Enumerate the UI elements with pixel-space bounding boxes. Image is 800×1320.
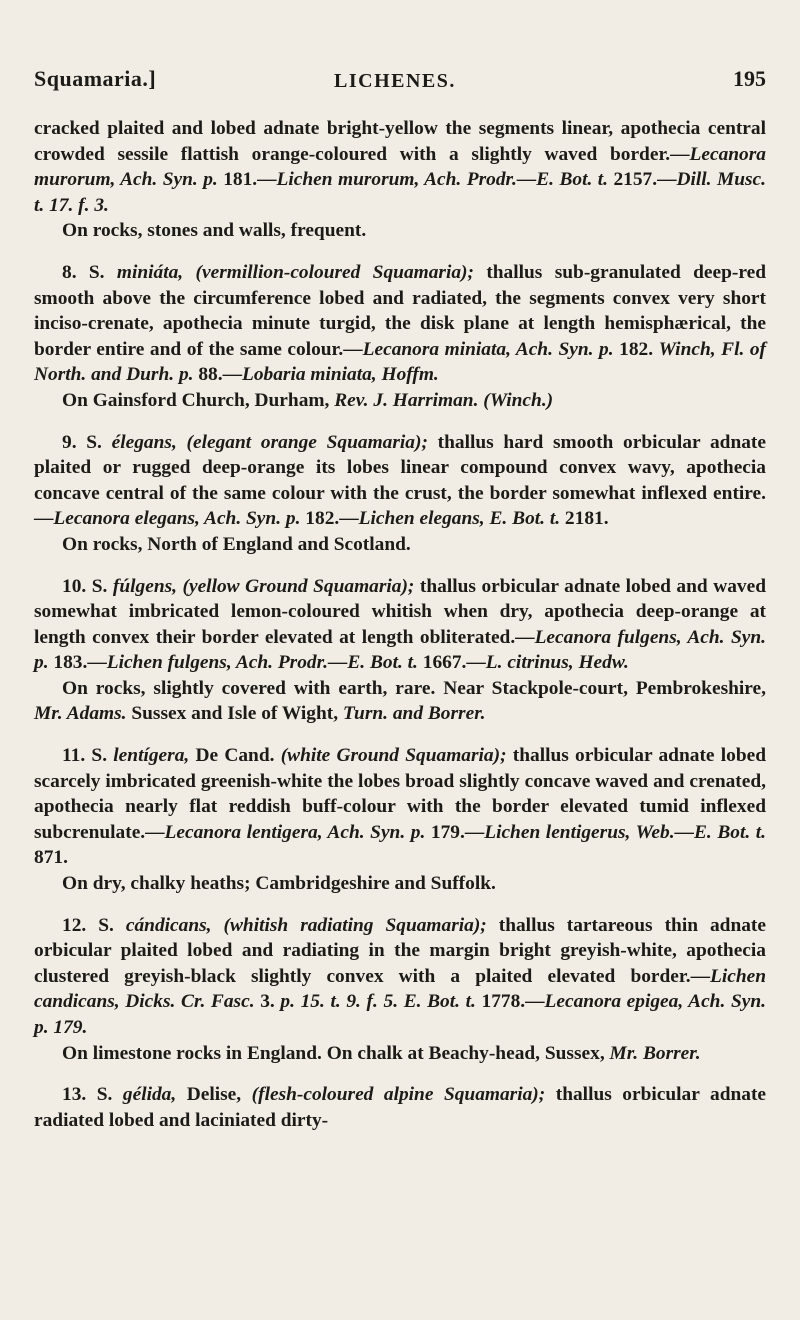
species-entry <box>34 430 766 558</box>
habitat-paragraph: On rocks, slightly covered with earth, rare. Near Stackpole-court, Pembrokeshire, Mr. Adams. Sussex and Isle of Wight, Turn. and Borrer. <box>34 677 766 725</box>
description-paragraph: 9. S. élegans, (elegant orange Squamaria); thallus hard smooth orbicular adnate plaited or rugged deep-orange its lobes linear compound convex wavy, apothecia concave central of the same colour with the crust, the border somewhat inflexed entire.—Lecanora elegans, Ach. Syn. p. 182.—Lichen elegans, E. Bot. t. 2181. <box>34 431 766 530</box>
species-entry <box>34 574 766 728</box>
habitat-paragraph: On dry, chalky heaths; Cambridgeshire and Suffolk. <box>62 873 496 895</box>
running-header <box>34 46 766 92</box>
habitat-paragraph: On Gainsford Church, Durham, Rev. J. Harriman. (Winch.) <box>62 389 554 411</box>
species-entry <box>34 743 766 897</box>
habitat-paragraph: On limestone rocks in England. On chalk at Beachy-head, Sussex, Mr. Borrer. <box>62 1042 701 1064</box>
description-paragraph: 12. S. cándicans, (whitish radiating Squamaria); thallus tartareous thin adnate orbicular plaited lobed and radiating in the margin bright greyish-white, apothecia clustered greyish-black slightly convex with a plaited elevated border.—Lichen candicans, Dicks. Cr. Fasc. 3. p. 15. t. 9. f. 5. E. Bot. t. 1778.—Lecanora epigea, Ach. Syn. p. 179. <box>34 914 767 1038</box>
habitat-paragraph: On rocks, North of England and Scotland. <box>62 533 411 555</box>
description-paragraph: 13. S. gélida, Delise, (flesh-coloured alpine Squamaria); thallus orbicular adnate radiated lobed and laciniated dirty- <box>34 1084 767 1131</box>
section-title: Squamaria.] <box>34 66 157 91</box>
description-paragraph: cracked plaited and lobed adnate bright-yellow the segments linear, apothecia central crowded sessile flattish orange-coloured with a slightly waved border.—Lecanora murorum, Ach. Syn. p. 181.—Lichen murorum, Ach. Prodr.—E. Bot. t. 2157.—Dill. Musc. t. 17. f. 3. <box>34 118 766 216</box>
species-entry <box>34 913 766 1067</box>
description-paragraph: 11. S. lentígera, De Cand. (white Ground Squamaria); thallus orbicular adnate lobed scarcely imbricated greenish-white the lobes broad slightly concave waved and crenated, apothecia nearly flat reddish buff-colour with the border elevated tumid inflexed subcrenulate.—Lecanora lentigera, Ach. Syn. p. 179.—Lichen lentigerus, Web.—E. Bot. t. 871. <box>34 745 767 869</box>
species-entry <box>34 260 766 414</box>
habitat-paragraph: On rocks, stones and walls, frequent. <box>62 220 367 242</box>
description-paragraph: 8. S. miniáta, (vermillion-coloured Squamaria); thallus sub-granulated deep-red smooth above the circumference lobed and radiated, the segments convex very short inciso-crenate, apothecia minute turgid, the disk plane at length hemisphærical, the border entire and of the same colour.—Lecanora miniata, Ach. Syn. p. 182. Winch, Fl. of North. and Durh. p. 88.—Lobaria miniata, Hoffm. <box>34 261 767 386</box>
continuation-entry <box>34 116 766 244</box>
species-entry <box>34 1082 766 1133</box>
running-title: LICHENES. <box>334 70 456 92</box>
description-paragraph: 10. S. fúlgens, (yellow Ground Squamaria); thallus orbicular adnate lobed and waved somewhat imbricated lemon-coloured whitish when dry, apothecia deep-orange at length convex their border elevated at length obliterated.—Lecanora fulgens, Ach. Syn. p. 183.—Lichen fulgens, Ach. Prodr.—E. Bot. t. 1667.—L. citrinus, Hedw. <box>34 575 766 674</box>
page-body <box>34 116 766 1133</box>
page-number: 195 <box>733 66 766 91</box>
